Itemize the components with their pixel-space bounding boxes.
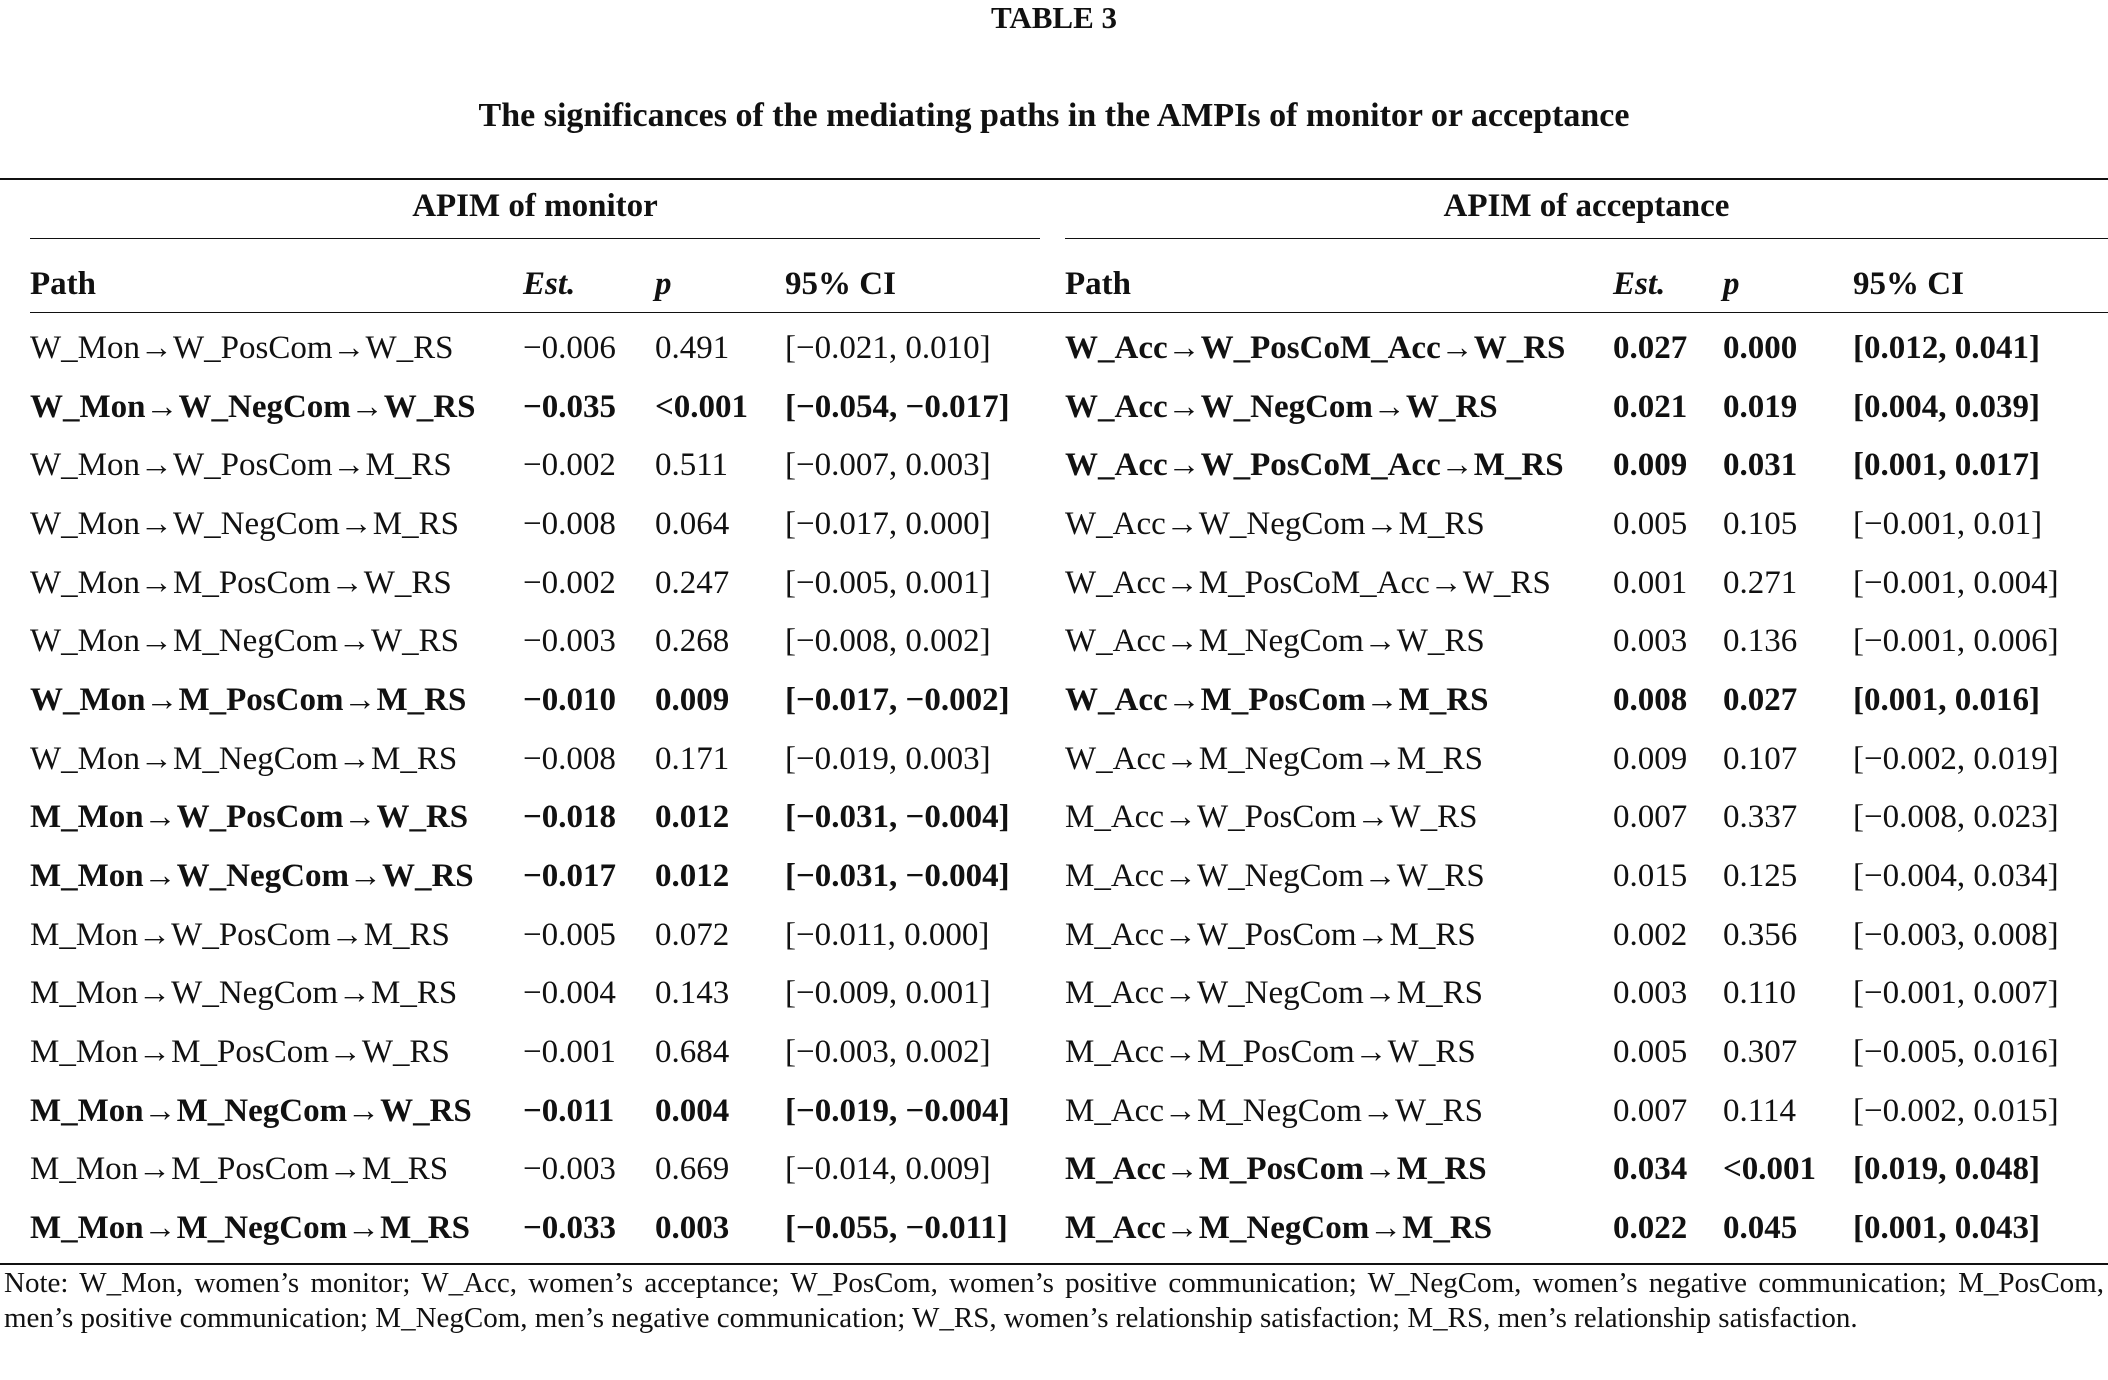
cell-ci-monitor: [−0.017, −0.002]	[785, 681, 1010, 718]
col-header-ci-monitor: 95% CI	[785, 265, 896, 302]
cell-p-monitor: 0.247	[655, 564, 730, 601]
cell-est-acceptance: 0.003	[1613, 975, 1688, 1012]
column-header-row	[30, 253, 2083, 315]
table-row	[30, 436, 2083, 495]
cell-p-monitor: 0.511	[655, 447, 729, 484]
cell-p-acceptance: 0.271	[1723, 564, 1798, 601]
cell-est-monitor: −0.011	[523, 1092, 615, 1129]
cell-path-acceptance: M_Acc→W_PosCom→W_RS	[1065, 799, 1478, 836]
cell-est-monitor: −0.003	[523, 1151, 616, 1188]
cell-est-acceptance: 0.002	[1613, 916, 1688, 953]
cell-path-monitor: M_Mon→M_NegCom→M_RS	[30, 1210, 470, 1247]
cell-path-acceptance: W_Acc→W_PosCoM_Acc→M_RS	[1065, 447, 1564, 484]
cell-p-acceptance: 0.110	[1723, 975, 1797, 1012]
cell-est-acceptance: 0.003	[1613, 623, 1688, 660]
cell-path-monitor: W_Mon→W_PosCom→M_RS	[30, 447, 452, 484]
cell-path-monitor: M_Mon→W_NegCom→M_RS	[30, 975, 458, 1012]
cell-est-acceptance: 0.001	[1613, 564, 1688, 601]
cell-path-monitor: W_Mon→M_PosCom→M_RS	[30, 681, 467, 718]
table-row	[30, 965, 2083, 1024]
table-note: Note: W_Mon, women’s monitor; W_Acc, women’s acceptance; W_PosCom, women’s positive communication; W_NegCom, women’s negative communication; M_PosCom, men’s positive communication; M_NegCom, men’s negative communication; W_RS, women’s relationship satisfaction; M_RS, men’s relationship satisfaction.	[4, 1267, 2104, 1334]
cell-est-monitor: −0.002	[523, 447, 616, 484]
cell-est-monitor: −0.001	[523, 1034, 616, 1071]
cell-est-monitor: −0.017	[523, 858, 617, 895]
cell-est-acceptance: 0.021	[1613, 388, 1688, 425]
col-header-est-monitor: Est.	[523, 265, 576, 302]
cell-ci-acceptance: [−0.003, 0.008]	[1853, 916, 2059, 953]
table-row	[30, 906, 2083, 965]
table-row	[30, 1141, 2083, 1200]
col-header-path-monitor: Path	[30, 265, 96, 302]
table-label: TABLE 3	[990, 0, 1118, 35]
cell-path-monitor: W_Mon→W_NegCom→M_RS	[30, 505, 459, 542]
cell-path-monitor: M_Mon→M_PosCom→M_RS	[30, 1151, 449, 1188]
cell-p-acceptance: 0.114	[1723, 1092, 1797, 1129]
cell-ci-monitor: [−0.014, 0.009]	[785, 1151, 991, 1188]
cell-est-acceptance: 0.007	[1613, 799, 1688, 836]
cell-p-monitor: 0.064	[655, 505, 730, 542]
cell-p-monitor: 0.012	[655, 858, 730, 895]
cell-p-monitor: 0.143	[655, 975, 730, 1012]
cell-path-acceptance: W_Acc→W_NegCom→W_RS	[1065, 388, 1498, 425]
col-header-p-monitor: p	[655, 265, 672, 302]
cell-p-acceptance: 0.136	[1723, 623, 1798, 660]
cell-p-acceptance: 0.031	[1723, 447, 1798, 484]
cell-path-monitor: M_Mon→W_PosCom→W_RS	[30, 799, 469, 836]
cell-ci-monitor: [−0.021, 0.010]	[785, 329, 991, 366]
table-row	[30, 730, 2083, 789]
cell-ci-acceptance: [−0.001, 0.007]	[1853, 975, 2059, 1012]
cell-est-monitor: −0.004	[523, 975, 616, 1012]
cell-ci-monitor: [−0.017, 0.000]	[785, 505, 991, 542]
cell-ci-acceptance: [−0.002, 0.019]	[1853, 740, 2059, 777]
table-row	[30, 1082, 2083, 1141]
cell-est-monitor: −0.018	[523, 799, 617, 836]
table-row	[30, 1199, 2083, 1258]
cell-p-monitor: <0.001	[655, 388, 749, 425]
cell-ci-acceptance: [0.001, 0.043]	[1853, 1210, 2040, 1247]
cell-path-monitor: M_Mon→W_NegCom→W_RS	[30, 858, 474, 895]
cell-p-acceptance: 0.019	[1723, 388, 1798, 425]
cell-est-monitor: −0.002	[523, 564, 616, 601]
cell-p-acceptance: 0.356	[1723, 916, 1798, 953]
cell-est-monitor: −0.006	[523, 329, 616, 366]
cell-ci-acceptance: [0.001, 0.017]	[1853, 447, 2040, 484]
cell-p-monitor: 0.009	[655, 681, 730, 718]
col-header-p-acceptance: p	[1723, 265, 1740, 302]
cell-p-acceptance: 0.307	[1723, 1034, 1798, 1071]
cell-path-acceptance: M_Acc→W_PosCom→M_RS	[1065, 916, 1476, 953]
cell-ci-monitor: [−0.009, 0.001]	[785, 975, 991, 1012]
cell-p-acceptance: 0.337	[1723, 799, 1798, 836]
cell-est-acceptance: 0.009	[1613, 740, 1688, 777]
group-rule-acceptance	[1065, 238, 2108, 239]
cell-path-acceptance: M_Acc→W_NegCom→M_RS	[1065, 975, 1483, 1012]
cell-ci-monitor: [−0.054, −0.017]	[785, 388, 1010, 425]
cell-ci-monitor: [−0.011, 0.000]	[785, 916, 990, 953]
cell-ci-acceptance: [−0.001, 0.01]	[1853, 505, 2043, 542]
cell-path-acceptance: M_Acc→M_NegCom→M_RS	[1065, 1210, 1493, 1247]
cell-path-acceptance: M_Acc→W_NegCom→W_RS	[1065, 858, 1485, 895]
group-rule-monitor	[30, 238, 1040, 239]
table-row	[30, 315, 2083, 378]
cell-ci-monitor: [−0.003, 0.002]	[785, 1034, 991, 1071]
cell-ci-acceptance: [0.001, 0.016]	[1853, 681, 2040, 718]
cell-path-monitor: W_Mon→M_NegCom→M_RS	[30, 740, 458, 777]
cell-ci-monitor: [−0.031, −0.004]	[785, 858, 1010, 895]
group-head-monitor: APIM of monitor	[412, 188, 658, 224]
cell-path-acceptance: M_Acc→M_PosCom→M_RS	[1065, 1151, 1487, 1188]
cell-est-acceptance: 0.022	[1613, 1210, 1688, 1247]
cell-ci-acceptance: [−0.001, 0.004]	[1853, 564, 2059, 601]
cell-ci-acceptance: [−0.001, 0.006]	[1853, 623, 2059, 660]
cell-p-monitor: 0.012	[655, 799, 730, 836]
cell-ci-acceptance: [0.019, 0.048]	[1853, 1151, 2040, 1188]
bottom-rule	[0, 1263, 2108, 1265]
cell-ci-monitor: [−0.055, −0.011]	[785, 1210, 1008, 1247]
cell-est-monitor: −0.008	[523, 740, 616, 777]
cell-p-monitor: 0.684	[655, 1034, 730, 1071]
cell-p-acceptance: 0.000	[1723, 329, 1798, 366]
col-header-path-acceptance: Path	[1065, 265, 1131, 302]
col-header-ci-acceptance: 95% CI	[1853, 265, 1964, 302]
table-body	[30, 315, 2083, 1258]
cell-est-acceptance: 0.034	[1613, 1151, 1688, 1188]
cell-path-acceptance: W_Acc→M_NegCom→W_RS	[1065, 623, 1485, 660]
cell-ci-acceptance: [−0.002, 0.015]	[1853, 1092, 2059, 1129]
table-row	[30, 789, 2083, 848]
cell-est-monitor: −0.035	[523, 388, 617, 425]
cell-p-acceptance: 0.045	[1723, 1210, 1798, 1247]
cell-est-monitor: −0.010	[523, 681, 617, 718]
cell-path-acceptance: W_Acc→M_PosCoM_Acc→W_RS	[1065, 564, 1551, 601]
table-row	[30, 847, 2083, 906]
cell-ci-acceptance: [0.012, 0.041]	[1853, 329, 2040, 366]
cell-ci-monitor: [−0.031, −0.004]	[785, 799, 1010, 836]
cell-path-monitor: W_Mon→M_NegCom→W_RS	[30, 623, 459, 660]
cell-est-acceptance: 0.009	[1613, 447, 1688, 484]
cell-p-monitor: 0.171	[655, 740, 730, 777]
table-row	[30, 671, 2083, 730]
cell-p-acceptance: 0.105	[1723, 505, 1798, 542]
cell-path-monitor: W_Mon→W_NegCom→W_RS	[30, 388, 476, 425]
cell-path-monitor: M_Mon→W_PosCom→M_RS	[30, 916, 450, 953]
cell-ci-acceptance: [0.004, 0.039]	[1853, 388, 2040, 425]
table-row	[30, 378, 2083, 437]
cell-est-acceptance: 0.005	[1613, 1034, 1688, 1071]
cell-est-monitor: −0.033	[523, 1210, 617, 1247]
cell-p-monitor: 0.268	[655, 623, 730, 660]
cell-path-monitor: W_Mon→M_PosCom→W_RS	[30, 564, 452, 601]
table-row	[30, 554, 2083, 613]
cell-est-acceptance: 0.027	[1613, 329, 1688, 366]
col-header-est-acceptance: Est.	[1613, 265, 1666, 302]
cell-path-monitor: M_Mon→M_PosCom→W_RS	[30, 1034, 450, 1071]
cell-path-acceptance: M_Acc→M_PosCom→W_RS	[1065, 1034, 1476, 1071]
cell-est-monitor: −0.005	[523, 916, 616, 953]
cell-est-monitor: −0.003	[523, 623, 616, 660]
cell-est-acceptance: 0.005	[1613, 505, 1688, 542]
cell-p-monitor: 0.003	[655, 1210, 730, 1247]
cell-ci-acceptance: [−0.004, 0.034]	[1853, 858, 2059, 895]
cell-path-acceptance: M_Acc→M_NegCom→W_RS	[1065, 1092, 1483, 1129]
cell-est-acceptance: 0.015	[1613, 858, 1688, 895]
cell-p-monitor: 0.004	[655, 1092, 730, 1129]
cell-ci-monitor: [−0.008, 0.002]	[785, 623, 991, 660]
table-title: The significances of the mediating paths in the AMPIs of monitor or acceptance	[478, 97, 1630, 134]
cell-est-monitor: −0.008	[523, 505, 616, 542]
table-row	[30, 1023, 2083, 1082]
cell-path-monitor: M_Mon→M_NegCom→W_RS	[30, 1092, 472, 1129]
table-row	[30, 495, 2083, 554]
cell-path-monitor: W_Mon→W_PosCom→W_RS	[30, 329, 454, 366]
cell-ci-acceptance: [−0.008, 0.023]	[1853, 799, 2059, 836]
cell-est-acceptance: 0.008	[1613, 681, 1688, 718]
cell-est-acceptance: 0.007	[1613, 1092, 1688, 1129]
cell-p-monitor: 0.669	[655, 1151, 730, 1188]
cell-path-acceptance: W_Acc→M_NegCom→M_RS	[1065, 740, 1483, 777]
cell-path-acceptance: W_Acc→W_PosCoM_Acc→W_RS	[1065, 329, 1566, 366]
cell-path-acceptance: W_Acc→W_NegCom→M_RS	[1065, 505, 1485, 542]
cell-p-acceptance: 0.125	[1723, 858, 1798, 895]
cell-p-monitor: 0.072	[655, 916, 730, 953]
cell-ci-monitor: [−0.007, 0.003]	[785, 447, 991, 484]
cell-ci-monitor: [−0.019, −0.004]	[785, 1092, 1010, 1129]
cell-path-acceptance: W_Acc→M_PosCom→M_RS	[1065, 681, 1489, 718]
top-rule	[0, 178, 2108, 180]
group-head-acceptance: APIM of acceptance	[1443, 188, 1730, 224]
cell-p-monitor: 0.491	[655, 329, 730, 366]
cell-ci-monitor: [−0.019, 0.003]	[785, 740, 991, 777]
cell-ci-monitor: [−0.005, 0.001]	[785, 564, 991, 601]
table-row	[30, 612, 2083, 671]
cell-p-acceptance: <0.001	[1723, 1151, 1817, 1188]
results-table	[30, 253, 2083, 1258]
cell-p-acceptance: 0.107	[1723, 740, 1798, 777]
cell-ci-acceptance: [−0.005, 0.016]	[1853, 1034, 2059, 1071]
cell-p-acceptance: 0.027	[1723, 681, 1798, 718]
